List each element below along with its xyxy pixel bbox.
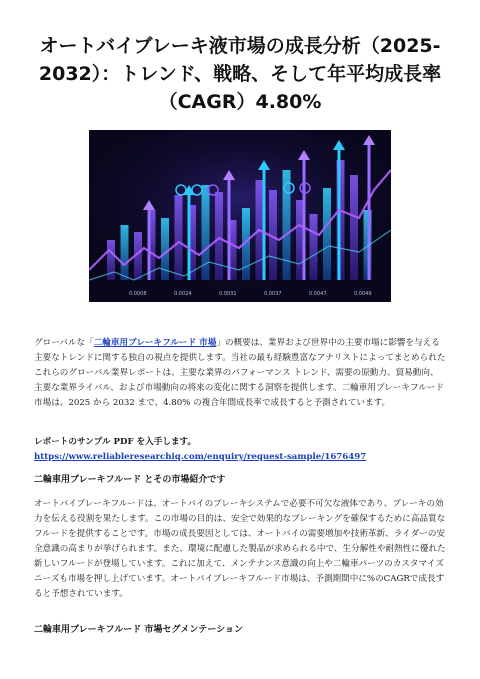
hero-axis-label: 0.0049 <box>354 291 372 297</box>
sample-request <box>34 435 446 465</box>
intro-prefix: グローバルな「 <box>34 338 94 348</box>
hero-bar <box>215 192 223 280</box>
hero-axis-label: 0.0008 <box>129 291 147 297</box>
hero-image <box>89 130 391 302</box>
hero-bar <box>323 188 331 280</box>
intro-paragraph <box>34 336 446 411</box>
hero-bar <box>121 225 129 280</box>
sample-label: レポートのサンプル PDF を入手します。 <box>34 437 197 447</box>
introduction-body: オートバイブレーキフルードは、オートバイのブレーキシステムで必要不可欠な液体であり、ブレーキの効力を伝える役割を果たします。この市場の目的は、安全で効果的なブレーキングを確保するために高品質なフルードを提供することです。市場の成長要因としては、オートバイの需要増加や技術革新、ライダーの安全意識の高まりが挙げられます。また、環境に配慮した製品が求められる中で、生分解性や耐熱性に優れた新しいフルードが登場しています。これに加えて、メンテナンス意識の向上や二輪車パーツのカスタマイズニーズも市場を押し上げています。オートバイブレーキフルード市場は、予測期間中に%のCAGRで成長すると予想されています。 <box>34 499 446 599</box>
hero-axis-label: 0.0047 <box>309 291 327 297</box>
page-title: オートバイブレーキ液市場の成長分析（2025-2032）：トレンド、戦略、そして年平均成長率（CAGR）4.80% <box>38 35 442 113</box>
sample-request-link[interactable]: https://www.reliableresearchiq.com/enquiry/request-sample/1676497 <box>34 452 367 462</box>
hero-bar <box>350 175 358 280</box>
introduction-paragraph <box>34 497 446 602</box>
hero-chart-illustration <box>89 130 391 302</box>
hero-bar <box>310 214 318 280</box>
section-heading-introduction: 二輪車用ブレーキフルード とその市場紹介です <box>34 475 226 485</box>
hero-axis-label: 0.0037 <box>264 291 282 297</box>
hero-axis-label: 0.0024 <box>174 291 192 297</box>
section-heading-segmentation: 二輪車用ブレーキフルード 市場セグメンテーション <box>34 625 243 635</box>
hero-axis-label: 0.0031 <box>219 291 237 297</box>
hero-bar <box>175 195 183 280</box>
intro-body: 」の概要は、業界および世界中の主要市場に影響を与える主要なトレンドに関する独自の視点を提供します。当社の最も経験豊富なアナリストによってまとめられたこれらのグローバル業界レポートは、主要な業界のパフォーマンス トレンド、需要の原動力、貿易動向、主要な業界ライバル、および市場動向の将来の変化に関する洞察を提供します。二輪車用ブレーキフルード 市場は、2025 から 2032 まで、4.80% の複合年間成長率で成長すると予測されています。 <box>34 338 446 408</box>
market-report-link[interactable]: 二輪車用ブレーキフルード 市場 <box>93 338 217 348</box>
